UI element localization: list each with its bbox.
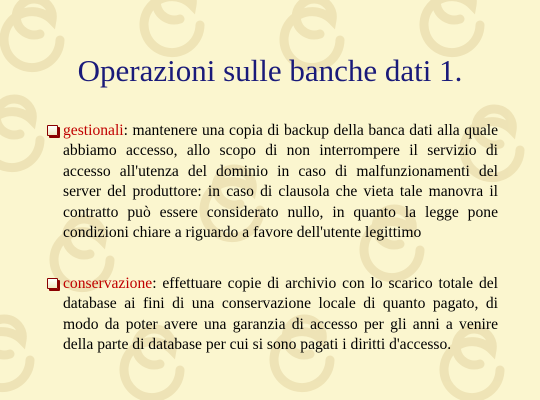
bullet-description: : effettuare copie di archivio con lo scarico totale del database ai fini di una conservazione locale di quanto pagato, di modo da poter avere una garanzia di accesso per gli anni a venire della parte di database per cui si sono pagati i diritti d'accesso. [63, 275, 498, 354]
bullet-text [63, 121, 498, 243]
bullet-description: : mantenere una copia di backup della banca dati alla quale abbiamo accesso, allo scopo di non interrompere il servizio di accesso all'utenza del dominio in caso di malfunzionamenti del server del produttore: in caso di clausola che vieta tale manovra il contratto può essere considerato nullo, in quanto la legge pone condizioni chiare a riguardo a favore dell'utente legittimo [63, 122, 498, 242]
square-bullet-icon [47, 278, 58, 289]
bullet-item-conservazione [47, 274, 498, 356]
bullet-term: conservazione [63, 275, 153, 292]
slide-title: Operazioni sulle banche dati 1. [77, 53, 463, 88]
bullet-item-gestionali [47, 121, 498, 243]
square-bullet-icon [47, 125, 58, 136]
bullet-term: gestionali [63, 122, 124, 139]
bullet-text [63, 274, 498, 356]
